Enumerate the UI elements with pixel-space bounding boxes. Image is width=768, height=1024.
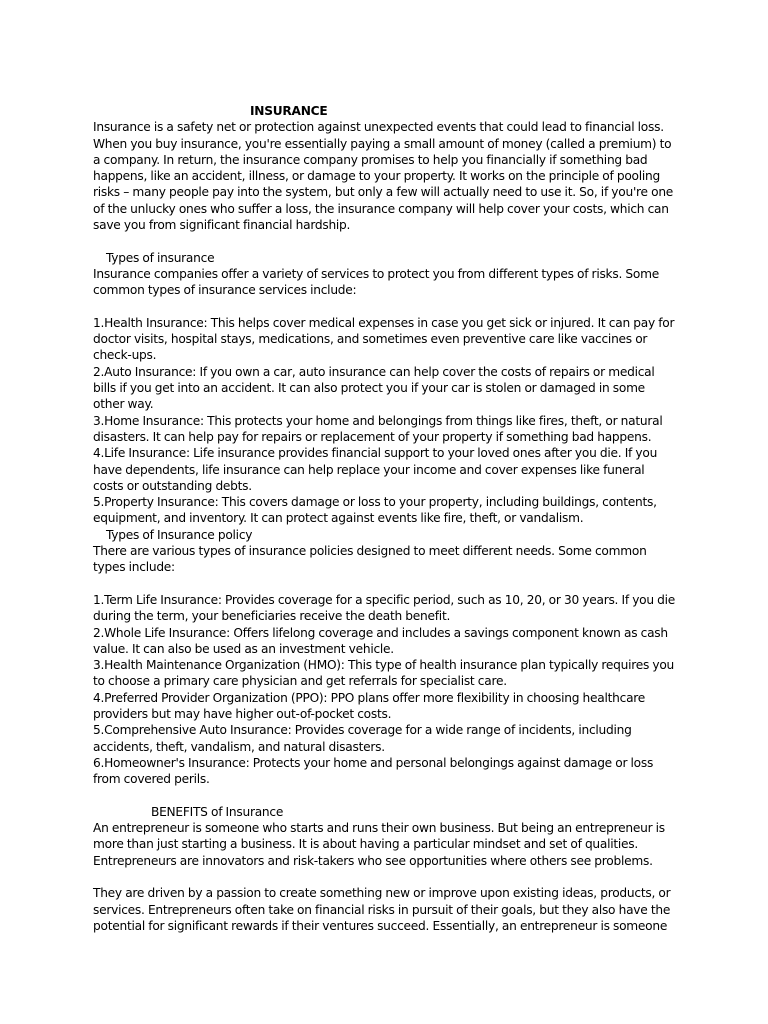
blank-line xyxy=(93,299,677,315)
policy-heading: Types of Insurance policy xyxy=(106,527,253,542)
blank-line xyxy=(93,787,677,803)
benefits-heading: BENEFITS of Insurance xyxy=(151,804,284,819)
blank-line xyxy=(93,869,677,885)
blank-line xyxy=(93,576,677,592)
benefits-paragraph-1: An entrepreneur is someone who starts and runs their own business. But being an entrepreneur is more than just starting a business. It is about having a particular mindset and set of qualities. Entrepreneurs are innovators and risk-takers who see opportunities where others see problems. xyxy=(93,821,665,868)
list-item: 5.Property Insurance: This covers damage or loss to your property, including buildings, contents, equipment, and inventory. It can protect against events like fire, theft, or vandalism. xyxy=(93,495,657,526)
list-item: 1.Health Insurance: This helps cover medical expenses in case you get sick or injured. It can pay for doctor visits, hospital stays, medications, and sometimes even preventive care like vaccines or check-ups. xyxy=(93,315,675,363)
list-item: 2.Auto Insurance: If you own a car, auto insurance can help cover the costs of repairs or medical bills if you get into an accident. It can also protect you if your car is stolen or damaged in some other way. xyxy=(93,364,655,412)
intro-paragraph: Insurance is a safety net or protection against unexpected events that could lead to financial loss. When you buy insurance, you're essentially paying a small amount of money (called a premium) to a company. In return, the insurance company promises to help you financially if something bad happens, like an accident, illness, or damage to your property. It works on the principle of pooling risks – many people pay into the system, but only a few will actually need to use it. So, if you're one of the unlucky ones who suffer a loss, the insurance company will help cover your costs, which can save you from significant financial hardship. xyxy=(93,120,674,233)
document-body xyxy=(93,103,677,934)
page-title: INSURANCE xyxy=(250,104,328,118)
list-item: 4.Preferred Provider Organization (PPO): PPO plans offer more flexibility in choosing healthcare providers but may have higher out-of-pocket costs. xyxy=(93,690,646,721)
benefits-paragraph-2: They are driven by a passion to create something new or improve upon existing ideas, products, or services. Entrepreneurs often take on financial risks in pursuit of their goals, but they also have the potential for significant rewards if their ventures succeed. Essentially, an entrepreneur is someone xyxy=(93,886,671,933)
list-item: 4.Life Insurance: Life insurance provides financial support to your loved ones after you die. If you have dependents, life insurance can help replace your income and cover expenses like funeral costs or outstanding debts. xyxy=(93,446,658,493)
list-item: 3.Home Insurance: This protects your home and belongings from things like fires, theft, or natural disasters. It can help pay for repairs or replacement of your property if something bad happens. xyxy=(93,413,663,444)
list-item: 2.Whole Life Insurance: Offers lifelong coverage and includes a savings component known as cash value. It can also be used as an investment vehicle. xyxy=(93,625,668,656)
blank-line xyxy=(93,233,677,249)
list-item: 1.Term Life Insurance: Provides coverage for a specific period, such as 10, 20, or 30 years. If you die during the term, your beneficiaries receive the death benefit. xyxy=(93,592,676,624)
list-item: 6.Homeowner's Insurance: Protects your home and personal belongings against damage or loss from covered perils. xyxy=(93,755,654,787)
list-item: 3.Health Maintenance Organization (HMO): This type of health insurance plan typically requires you to choose a primary care physician and get referrals for specialist care. xyxy=(93,658,675,689)
types-heading: Types of insurance xyxy=(106,250,215,265)
types-intro-paragraph: Insurance companies offer a variety of services to protect you from different types of risks. Some common types of insurance services include: xyxy=(93,266,659,298)
list-item: 5.Comprehensive Auto Insurance: Provides coverage for a wide range of incidents, including accidents, theft, vandalism, and natural disasters. xyxy=(93,723,632,754)
policy-intro-paragraph: There are various types of insurance policies designed to meet different needs. Some common types include: xyxy=(93,544,647,575)
